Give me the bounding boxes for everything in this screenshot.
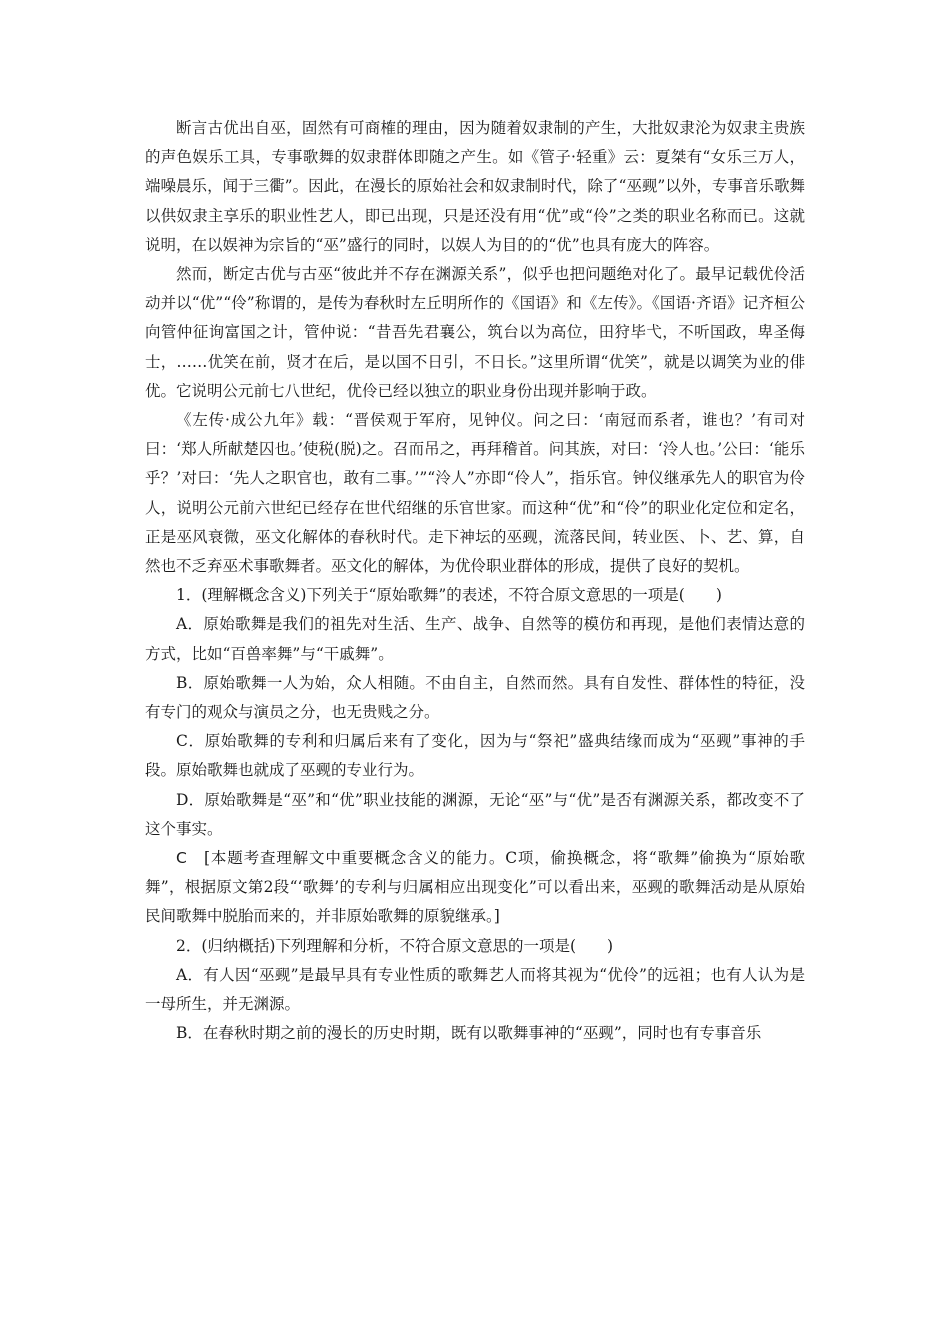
- question-1-stem: 1．(理解概念含义)下列关于“原始歌舞”的表述，不符合原文意思的一项是( ): [176, 586, 722, 605]
- answer-letter: C: [176, 849, 187, 868]
- question-1-option-b: B．原始歌舞一人为始，众人相随。不由自主，自然而然。具有自发性、群体性的特征，没有专门的观众与演员之分，也无贵贱之分。: [145, 673, 805, 722]
- question-1-answer: [145, 844, 805, 932]
- answer-explanation: [本题考查理解文中重要概念含义的能力。C项，偷换概念，将“歌舞”偷换为“原始歌舞”，根据原文第2段“‘歌舞’的专利与归属相应出现变化”可以看出来，巫觋的歌舞活动是从原始民间歌舞中脱胎而来的，并非原始歌舞的原貌继承。]: [145, 849, 805, 926]
- paragraph-3: 《左传·成公九年》载：“晋侯观于军府，见钟仪。问之曰：‘南冠而系者，谁也？’有司对曰：‘郑人所献楚囚也。’使税(脱)之。召而吊之，再拜稽首。问其族，对曰：‘泠人也。’公曰：‘能乐乎？’对曰：‘先人之职官也，敢有二事。’”“泠人”亦即“伶人”，指乐官。钟仪继承先人的职官为伶人，说明公元前六世纪已经存在世代绍继的乐官世家。而这种“优”和“伶”的职业化定位和定名，正是巫风衰微，巫文化解体的春秋时代。走下神坛的巫觋，流落民间，转业医、卜、艺、算，自然也不乏弃巫术事歌舞者。巫文化的解体，为优伶职业群体的形成，提供了良好的契机。: [145, 411, 805, 576]
- paragraph-2: 然而，断定古优与古巫“彼此并不存在渊源关系”，似乎也把问题绝对化了。最早记载优伶活动并以“优”“伶”称谓的，是传为春秋时左丘明所作的《国语》和《左传》。《国语·齐语》记齐桓公向管仲征询富国之计，管仲说：“昔吾先君襄公，筑台以为高位，田狩毕弋，不听国政，卑圣侮士，……优笑在前，贤才在后，是以国不日引，不日长。”这里所谓“优笑”，就是以调笑为业的俳优。它说明公元前七八世纪，优伶已经以独立的职业身份出现并影响于政。: [145, 265, 805, 400]
- question-2-option-a: A．有人因“巫觋”是最早具有专业性质的歌舞艺人而将其视为“优伶”的远祖；也有人认为是一母所生，并无渊源。: [145, 965, 805, 1014]
- document-body: [145, 114, 805, 1049]
- question-2-option-b: B．在春秋时期之前的漫长的历史时期，既有以歌舞事神的“巫觋”，同时也有专事音乐: [176, 1024, 762, 1043]
- question-1-option-d: D．原始歌舞是“巫”和“优”职业技能的渊源，无论“巫”与“优”是否有渊源关系，都改变不了这个事实。: [145, 790, 805, 838]
- question-1-option-c: C．原始歌舞的专利和归属后来有了变化，因为与“祭祀”盛典结缘而成为“巫觋”事神的手段。原始歌舞也就成了巫觋的专业行为。: [145, 732, 805, 780]
- paragraph-1: 断言古优出自巫，固然有可商榷的理由，因为随着奴隶制的产生，大批奴隶沦为奴隶主贵族的声色娱乐工具，专事歌舞的奴隶群体即随之产生。如《管子·轻重》云：夏桀有“女乐三万人，端噪晨乐，闻于三衢”。因此，在漫长的原始社会和奴隶制时代，除了“巫觋”以外，专事音乐歌舞以供奴隶主享乐的职业性艺人，即已出现，只是还没有用“优”或“伶”之类的职业名称而已。这就说明，在以娱神为宗旨的“巫”盛行的同时，以娱人为目的的“优”也具有庞大的阵容。: [145, 119, 805, 254]
- question-2-stem: 2．(归纳概括)下列理解和分析，不符合原文意思的一项是( ): [176, 936, 614, 955]
- question-1-option-a: A．原始歌舞是我们的祖先对生活、生产、战争、自然等的模仿和再现，是他们表情达意的方式，比如“百兽率舞”与“干戚舞”。: [145, 615, 805, 663]
